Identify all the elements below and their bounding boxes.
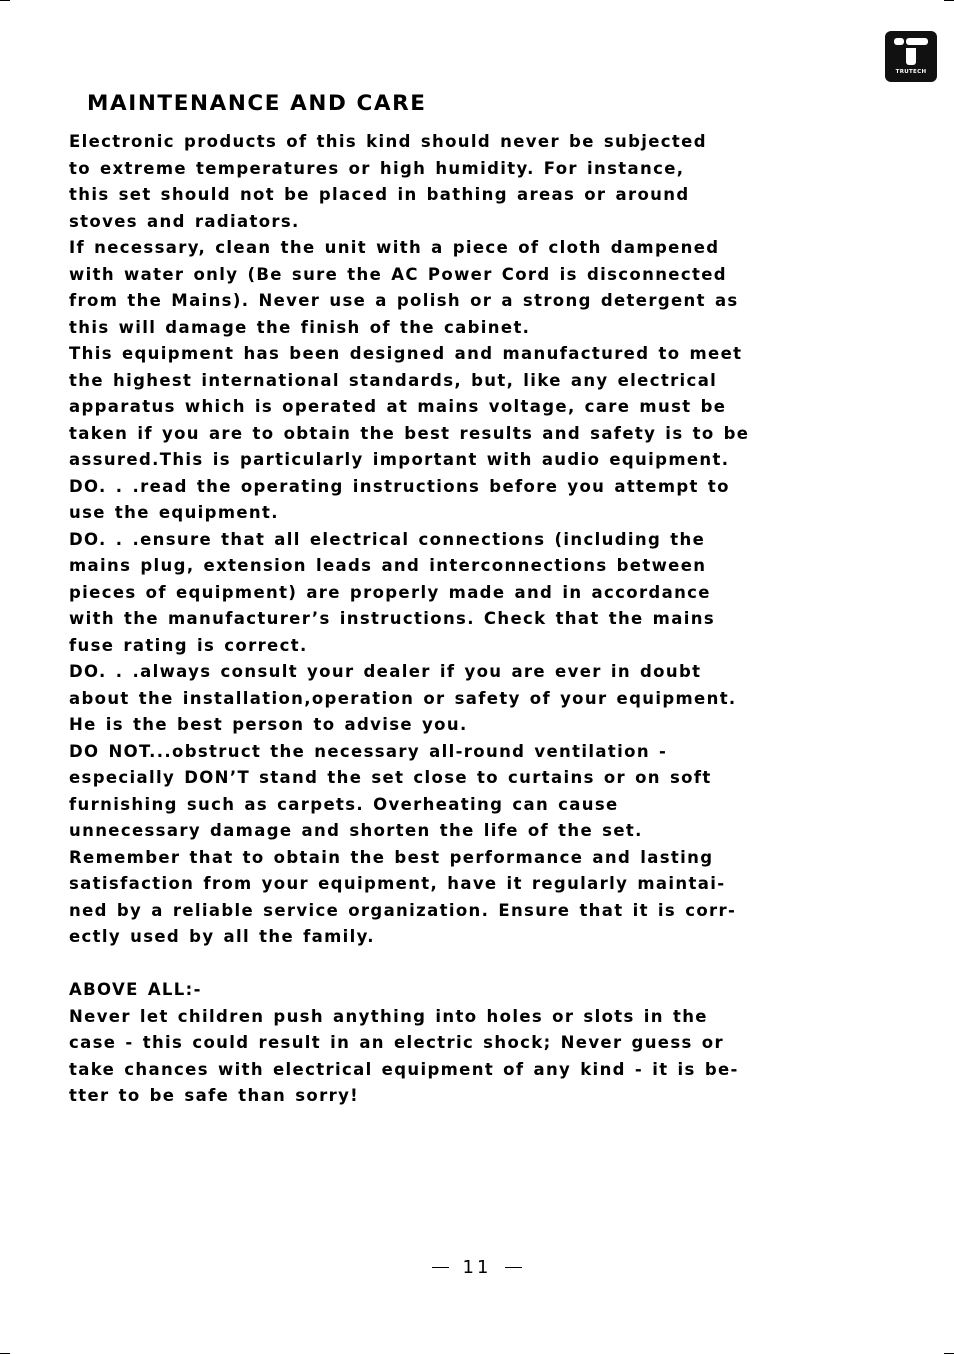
text-line: DO. . .always consult your dealer if you are ever in doubt bbox=[69, 662, 702, 681]
text-line: this will damage the finish of the cabinet. bbox=[69, 317, 531, 337]
text-line: taken if you are to obtain the best results and safety is to be bbox=[69, 423, 750, 443]
text-line: Never let children push anything into holes or slots in the bbox=[69, 1006, 708, 1026]
footer-dash-left bbox=[432, 1267, 449, 1269]
text-line: with water only (Be sure the AC Power Cord is disconnected bbox=[69, 264, 727, 284]
text-line: case - this could result in an electric shock; Never guess or bbox=[69, 1033, 724, 1052]
paragraph-spacer bbox=[69, 951, 939, 978]
text-line: unnecessary damage and shorten the life of the set. bbox=[69, 821, 643, 840]
text-line: Electronic products of this kind should never be subjected bbox=[69, 132, 707, 151]
text-line: DO NOT...obstruct the necessary all-round ventilation - bbox=[69, 741, 668, 761]
text-line: with the manufacturer’s instructions. Check that the mains bbox=[69, 609, 715, 628]
brand-logo-icon bbox=[885, 31, 937, 69]
text-line: ectly used by all the family. bbox=[69, 927, 375, 946]
text-line: use the equipment. bbox=[69, 503, 279, 522]
text-line: the highest international standards, but, like any electrical bbox=[69, 370, 718, 390]
text-line: furnishing such as carpets. Overheating can cause bbox=[69, 794, 619, 814]
text-line: DO. . .ensure that all electrical connections (including the bbox=[69, 529, 706, 549]
text-line: pieces of equipment) are properly made and in accordance bbox=[69, 582, 711, 602]
above-all-paragraph bbox=[69, 1004, 939, 1110]
text-line: satisfaction from your equipment, have it regularly maintai- bbox=[69, 874, 726, 893]
text-line: ned by a reliable service organization. Ensure that it is corr- bbox=[69, 900, 737, 920]
text-line: from the Mains). Never use a polish or a strong detergent as bbox=[69, 291, 739, 310]
text-line: stoves and radiators. bbox=[69, 211, 300, 231]
text-line: fuse rating is correct. bbox=[69, 635, 308, 655]
crop-mark-top-left bbox=[0, 0, 10, 1]
footer-dash-right bbox=[505, 1267, 522, 1269]
brand-logo bbox=[885, 31, 937, 82]
text-line: assured.This is particularly important with audio equipment. bbox=[69, 450, 730, 469]
body-text bbox=[69, 129, 939, 1110]
text-line: tter to be safe than sorry! bbox=[69, 1086, 360, 1105]
page-footer bbox=[0, 1257, 954, 1278]
brand-logo-text: TRUTECH bbox=[895, 69, 927, 75]
crop-mark-top-right bbox=[944, 0, 954, 1]
text-line: He is the best person to advise you. bbox=[69, 715, 468, 734]
text-line: this set should not be placed in bathing areas or around bbox=[69, 185, 690, 204]
text-line: especially DON’T stand the set close to curtains or on soft bbox=[69, 768, 712, 787]
above-all-heading: ABOVE ALL:- bbox=[69, 980, 202, 999]
text-line: to extreme temperatures or high humidity. For instance, bbox=[69, 158, 685, 178]
body-paragraphs bbox=[69, 129, 939, 951]
page-number: 11 bbox=[462, 1257, 492, 1278]
text-line: apparatus which is operated at mains voltage, care must be bbox=[69, 397, 727, 416]
text-line: mains plug, extension leads and interconnections between bbox=[69, 556, 707, 575]
text-line: If necessary, clean the unit with a piece of cloth dampened bbox=[69, 238, 720, 257]
text-line: about the installation,operation or safety of your equipment. bbox=[69, 688, 737, 708]
text-line: Remember that to obtain the best performance and lasting bbox=[69, 847, 714, 867]
text-line: take chances with electrical equipment of any kind - it is be- bbox=[69, 1059, 739, 1079]
text-line: DO. . .read the operating instructions before you attempt to bbox=[69, 476, 730, 496]
page-title: MAINTENANCE AND CARE bbox=[87, 91, 427, 116]
text-line: This equipment has been designed and manufactured to meet bbox=[69, 344, 743, 363]
